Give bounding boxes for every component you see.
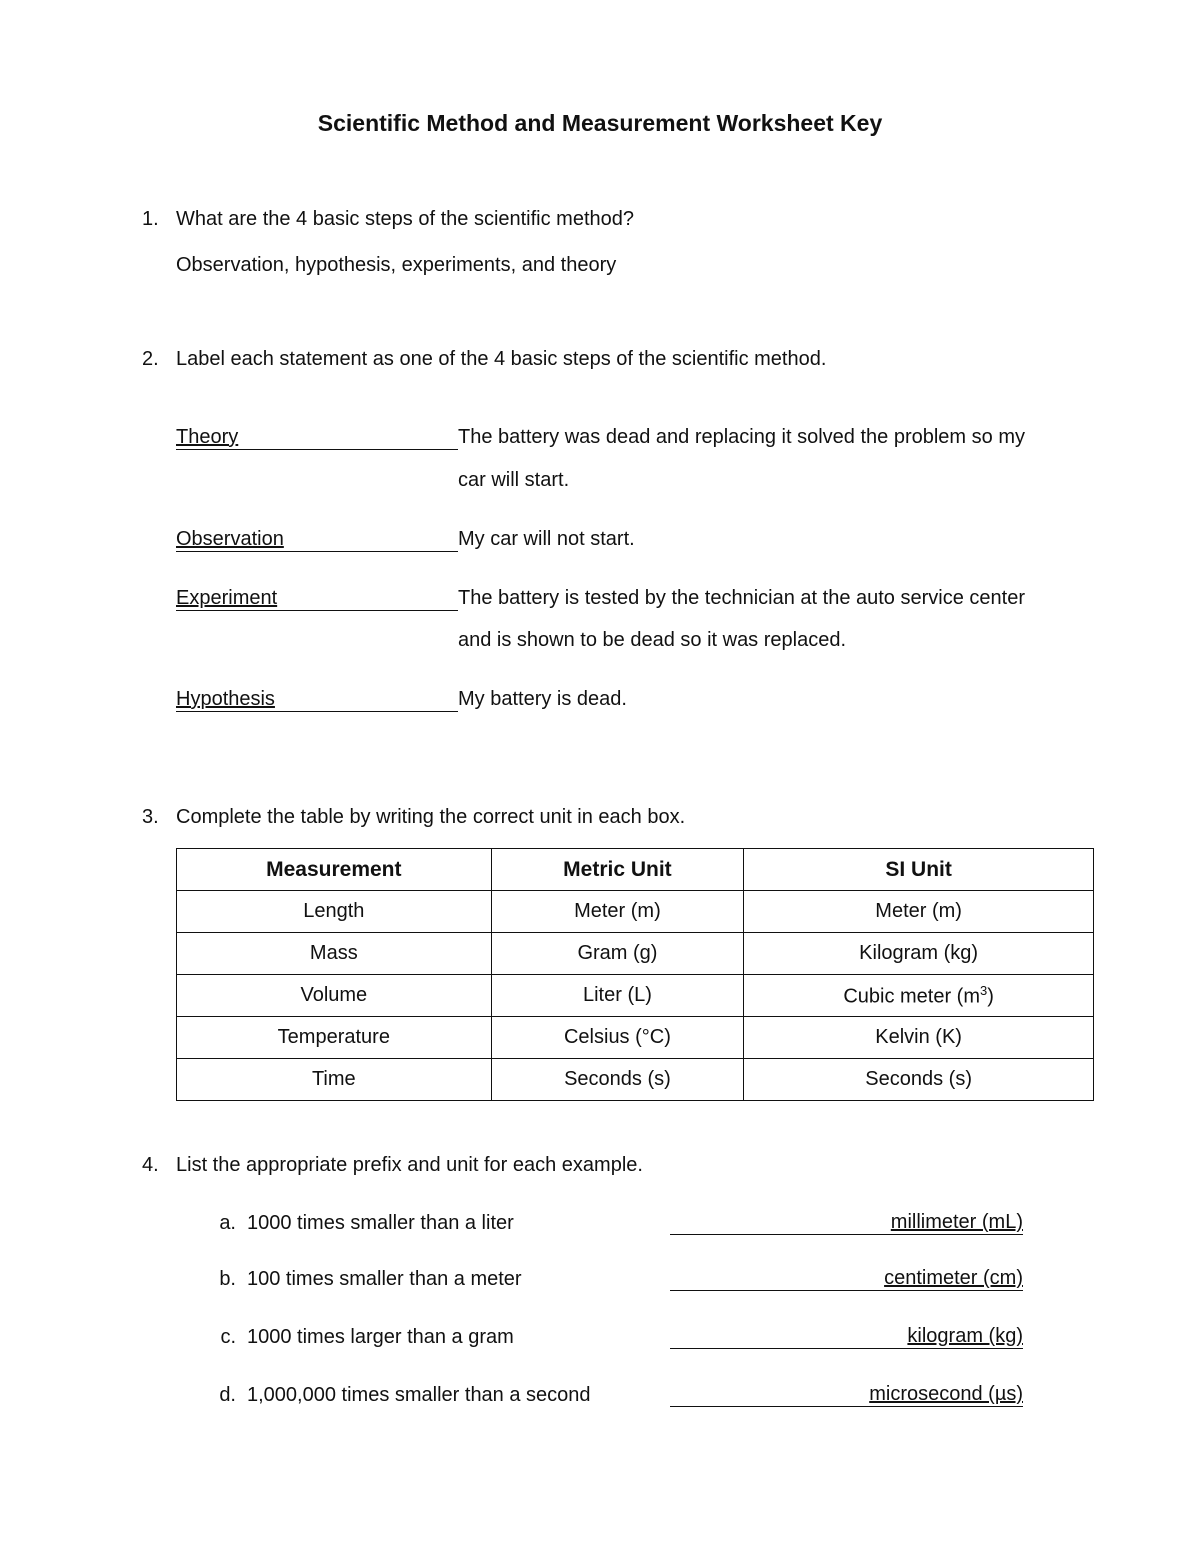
table-cell: Volume: [177, 975, 492, 1017]
table-row: [177, 933, 1094, 975]
q4-item-letter: b.: [219, 1268, 236, 1290]
q4-answer: millimeter (mL): [890, 1211, 1023, 1233]
table-row: [177, 1059, 1094, 1101]
table-cell: Length: [177, 891, 492, 933]
q2-label-field[interactable]: [176, 688, 458, 712]
q4-answer-field[interactable]: [670, 1266, 1023, 1291]
table-row: [177, 975, 1094, 1017]
units-table: [176, 848, 1094, 1101]
table-cell[interactable]: [744, 975, 1094, 1017]
q4-item-text: 1,000,000 times smaller than a second: [247, 1384, 591, 1406]
volume-si-exponent: 3: [980, 982, 988, 998]
q4-answer: centimeter (cm): [884, 1267, 1023, 1289]
q2-statement: My battery is dead.: [458, 688, 627, 710]
q2-label-answer: Experiment: [176, 587, 278, 609]
q4-answer-field[interactable]: [670, 1210, 1023, 1235]
q1-question: What are the 4 basic steps of the scientific method?: [176, 208, 635, 230]
q2-label-answer: Hypothesis: [176, 688, 275, 710]
q2-statement: The battery was dead and replacing it solved the problem so my: [458, 426, 1025, 448]
volume-si-unit: Cubic meter (m: [843, 985, 981, 1008]
column-header: SI Unit: [744, 849, 1094, 891]
column-header: Metric Unit: [491, 849, 744, 891]
q2-statement-continued: and is shown to be dead so it was replaced.: [458, 629, 847, 651]
table-cell: Time: [177, 1059, 492, 1101]
table-cell[interactable]: Gram (g): [491, 933, 744, 975]
q4-item-letter: c.: [220, 1326, 236, 1348]
q3-question: Complete the table by writing the correct unit in each box.: [176, 806, 686, 828]
q2-label-field[interactable]: [176, 587, 458, 611]
q4-item-text: 1000 times smaller than a liter: [247, 1212, 514, 1234]
page-title: Scientific Method and Measurement Worksheet Key: [317, 110, 883, 136]
table-cell[interactable]: Meter (m): [744, 891, 1094, 933]
table-cell[interactable]: Celsius (°C): [491, 1017, 744, 1059]
q2-question: Label each statement as one of the 4 basic steps of the scientific method.: [176, 348, 827, 370]
q2-statement: My car will not start.: [458, 528, 635, 550]
q4-answer-field[interactable]: [670, 1382, 1023, 1407]
q2-statement-continued: car will start.: [458, 469, 570, 491]
q1-answer: Observation, hypothesis, experiments, and theory: [176, 254, 617, 276]
q2-statement: The battery is tested by the technician at the auto service center: [458, 587, 1025, 609]
q4-answer: kilogram (kg): [907, 1325, 1023, 1347]
volume-si-close: ): [987, 985, 994, 1008]
q4-item-letter: a.: [219, 1212, 236, 1234]
q4-answer: microsecond (µs): [869, 1383, 1023, 1405]
q4-item-letter: d.: [219, 1384, 236, 1406]
table-cell[interactable]: Meter (m): [491, 891, 744, 933]
q2-label-answer: Theory: [176, 426, 239, 448]
table-cell: Mass: [177, 933, 492, 975]
q4-number: 4.: [142, 1154, 159, 1176]
table-cell[interactable]: Kelvin (K): [744, 1017, 1094, 1059]
q1-number: 1.: [142, 208, 159, 230]
q3-number: 3.: [142, 806, 159, 828]
table-row: [177, 891, 1094, 933]
q2-number: 2.: [142, 348, 159, 370]
table-cell: Temperature: [177, 1017, 492, 1059]
q4-item-text: 1000 times larger than a gram: [247, 1326, 514, 1348]
q2-label-field[interactable]: [176, 426, 458, 450]
q4-question: List the appropriate prefix and unit for each example.: [176, 1154, 643, 1176]
q2-label-field[interactable]: [176, 528, 458, 552]
q4-answer-field[interactable]: [670, 1324, 1023, 1349]
table-row: [177, 1017, 1094, 1059]
q4-item-text: 100 times smaller than a meter: [247, 1268, 522, 1290]
column-header: Measurement: [177, 849, 492, 891]
table-header-row: [177, 849, 1094, 891]
table-cell[interactable]: Liter (L): [491, 975, 744, 1017]
q2-label-answer: Observation: [176, 528, 284, 550]
table-cell[interactable]: Seconds (s): [744, 1059, 1094, 1101]
table-cell[interactable]: Kilogram (kg): [744, 933, 1094, 975]
table-cell[interactable]: Seconds (s): [491, 1059, 744, 1101]
